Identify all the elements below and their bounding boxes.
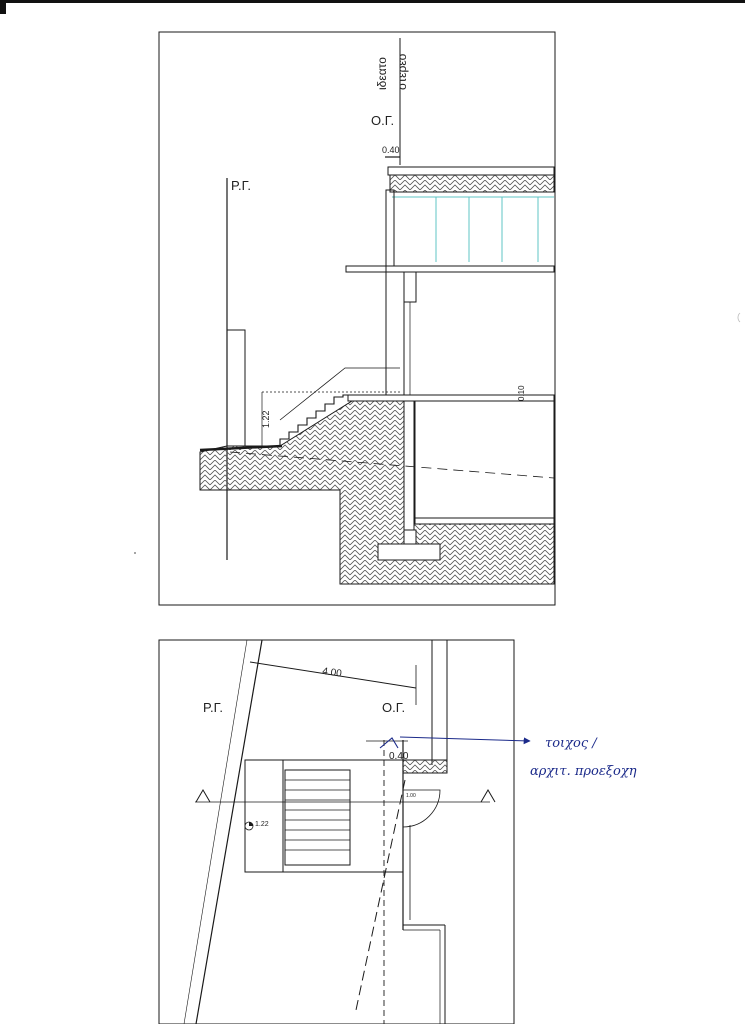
section-cut-marker-left xyxy=(196,790,210,802)
plan-og-label: Ο.Γ. xyxy=(382,700,406,715)
section-dim-010: 0.10 xyxy=(517,385,526,401)
plan-rg-line xyxy=(196,640,262,1024)
plan-dim-040: 0.40 xyxy=(389,751,409,762)
stair-enclosure xyxy=(245,760,403,872)
level-symbol xyxy=(245,822,253,830)
dashed-guide-slanted xyxy=(356,780,405,1010)
plan-projection xyxy=(403,760,447,773)
roof-slab xyxy=(388,167,554,175)
footing-stem xyxy=(404,530,416,544)
roof-parapet-wall xyxy=(386,190,394,266)
garden-wall xyxy=(227,330,245,446)
annotation-tick-mark xyxy=(380,738,398,748)
basement-space xyxy=(415,401,554,520)
plan-level-122: 1.22 xyxy=(255,821,269,828)
scan-corner-mark xyxy=(0,0,6,14)
beam-upper xyxy=(404,272,416,302)
scan-top-edge xyxy=(0,0,745,3)
basement-slab xyxy=(415,518,554,524)
plan-door-label: 1.00 xyxy=(406,793,416,799)
stair-treads xyxy=(285,780,350,850)
label-stereo: στερεο xyxy=(395,53,409,90)
footing xyxy=(378,544,440,560)
glazing xyxy=(392,197,554,262)
annotation-arrow xyxy=(400,737,530,741)
section-dim-122: 1.22 xyxy=(261,410,271,428)
section-dim-040: 0.40 xyxy=(382,145,400,155)
stair-run xyxy=(285,770,350,865)
plan-frame xyxy=(159,640,514,1024)
section-rg-label: Ρ.Γ. xyxy=(231,178,251,193)
section-drawing xyxy=(159,32,555,605)
annotation-line-1: τοιχος / xyxy=(545,736,597,751)
plan-rg-label: Ρ.Γ. xyxy=(203,700,223,715)
slab-upper xyxy=(346,266,554,272)
plan-rg-line-2 xyxy=(184,640,247,1024)
section-og-label: Ο.Γ. xyxy=(371,113,395,128)
scan-hole-mark xyxy=(738,313,740,322)
scan-speck xyxy=(134,552,136,554)
roof-tiles xyxy=(390,175,554,192)
plan-dim-400: 4.00 xyxy=(321,666,343,680)
section-cut-marker-right xyxy=(481,790,495,802)
annotation-line-2: αρχιτ. προεξοχη xyxy=(530,764,637,779)
plan-drawing xyxy=(159,640,514,1024)
label-ideato: ιδεατο xyxy=(375,57,389,90)
